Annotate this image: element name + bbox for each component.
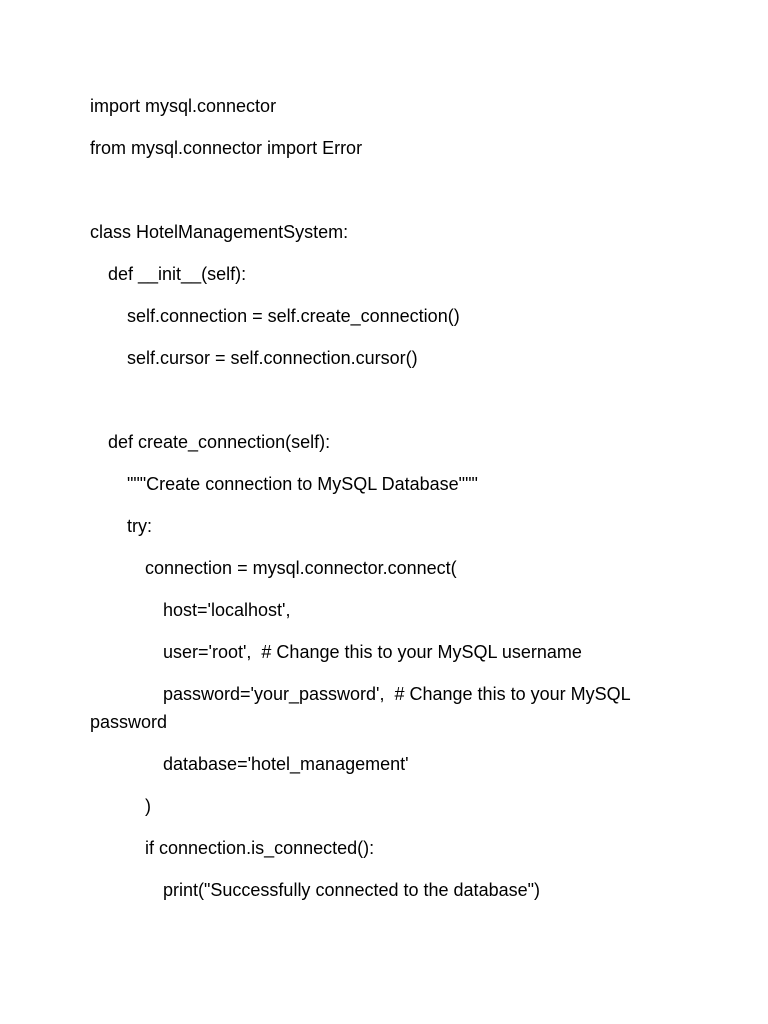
- code-line: user='root', # Change this to your MySQL username: [163, 642, 582, 662]
- code-line: connection = mysql.connector.connect(: [145, 558, 457, 578]
- code-line: def create_connection(self):: [108, 432, 331, 452]
- code-line: def __init__(self):: [108, 264, 247, 284]
- code-line: import mysql.connector: [90, 96, 277, 116]
- code-line: password='your_password', # Change this to your MySQL: [163, 684, 631, 704]
- code-line: ): [145, 796, 151, 816]
- code-line: self.connection = self.create_connection(): [127, 306, 460, 326]
- code-line: from mysql.connector import Error: [90, 138, 363, 158]
- code-line: class HotelManagementSystem:: [90, 222, 349, 242]
- code-line: try:: [127, 516, 152, 536]
- code-line: self.cursor = self.connection.cursor(): [127, 348, 418, 368]
- code-line: host='localhost',: [163, 600, 291, 620]
- code-line-wrap: password: [90, 712, 168, 732]
- code-line: database='hotel_management': [163, 754, 409, 774]
- code-line: print("Successfully connected to the database"): [163, 880, 540, 900]
- code-line: if connection.is_connected():: [145, 838, 375, 858]
- code-line: """Create connection to MySQL Database""": [127, 474, 478, 494]
